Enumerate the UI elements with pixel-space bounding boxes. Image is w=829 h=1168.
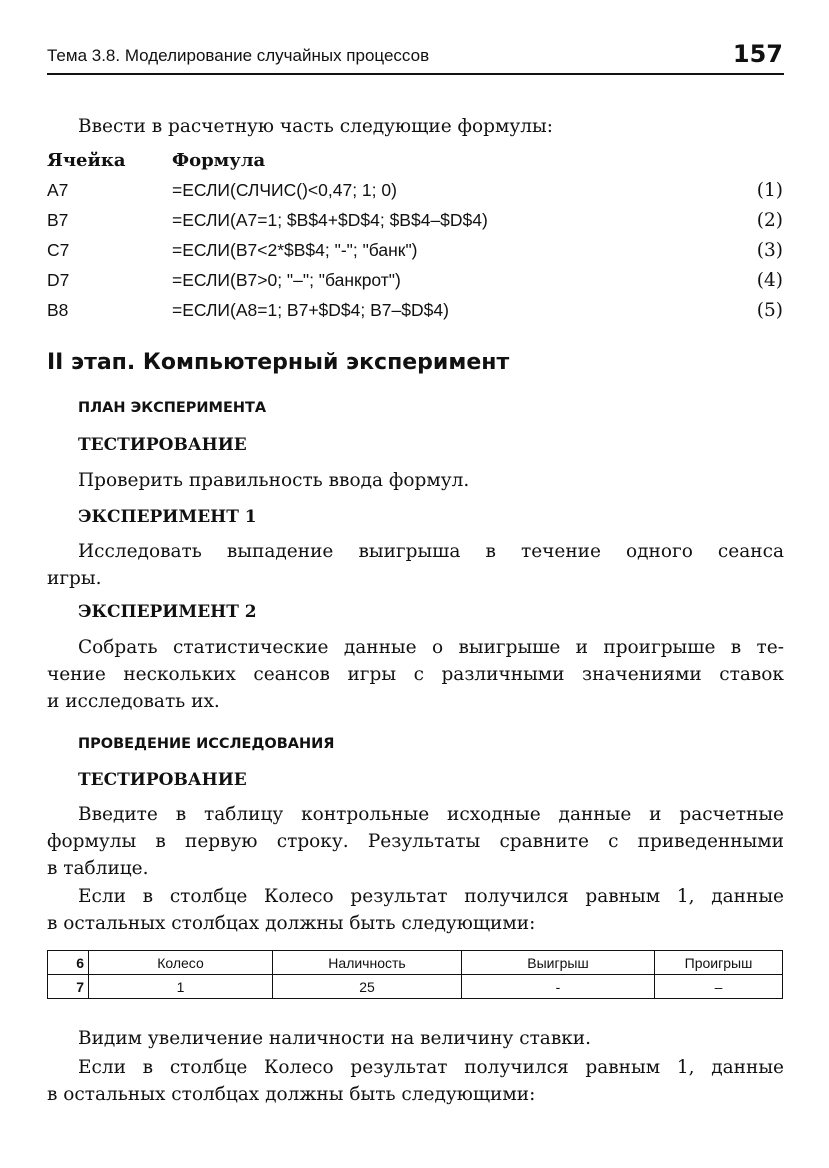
formula-cell: A7 [47,180,69,200]
formula-cell: C7 [47,240,70,260]
table-cell: – [655,975,783,999]
p4-line: в остальных столбцах должны быть следующими: [47,1084,536,1105]
sample-table [47,950,783,999]
formula-cell: B8 [47,300,69,320]
stage-title: II этап. Компьютерный эксперимент [47,350,510,375]
header-cell: Колесо [89,951,273,975]
formula-number: (1) [756,180,783,201]
header-cell: Проигрыш [655,951,783,975]
p1-line: в таблице. [47,858,149,879]
exp2-title: ЭКСПЕРИМЕНТ 2 [78,602,257,622]
col-formula-header: Формула [172,150,266,171]
formula-number: (4) [756,270,783,291]
page-number: 157 [732,40,783,68]
formula-text: =ЕСЛИ(B7<2*$B$4; "-"; "банк") [172,240,418,260]
formula-text: =ЕСЛИ(A7=1; $B$4+$D$4; $B$4–$D$4) [172,210,488,230]
conduct-title: ПРОВЕДЕНИЕ ИССЛЕДОВАНИЯ [78,736,335,752]
exp1-line: игры. [47,568,102,589]
p1-line: Введите в таблицу контрольные исходные данные и расчетные [78,804,784,825]
running-header: Тема 3.8. Моделирование случайных процессов [47,46,430,65]
table-cell: - [462,975,655,999]
header-cell: Наличность [273,951,462,975]
formula-number: (5) [756,300,783,321]
exp1-title: ЭКСПЕРИМЕНТ 1 [78,507,257,527]
formula-text: =ЕСЛИ(СЛЧИС()<0,47; 1; 0) [172,180,397,200]
formula-number: (2) [756,210,783,231]
exp2-line: и исследовать их. [47,691,220,712]
row-number: 6 [48,951,89,975]
intro-text: Ввести в расчетную часть следующие формулы: [78,116,553,137]
p2-line: в остальных столбцах должны быть следующими: [47,913,536,934]
formula-text: =ЕСЛИ(B7>0; "–"; "банкрот") [172,270,401,290]
exp2-line: чение нескольких сеансов игры с различными значениями ставок [47,664,784,685]
p2-line: Если в столбце Колесо результат получился равным 1, данные [78,886,784,907]
table-row [48,975,783,999]
formula-number: (3) [756,240,783,261]
p3-text: Видим увеличение наличности на величину ставки. [78,1028,592,1049]
table-cell: 25 [273,975,462,999]
header-cell: Выигрыш [462,951,655,975]
p1-line: формулы в первую строку. Результаты сравните с приведенными [47,831,784,852]
formula-cell: B7 [47,210,69,230]
header-rule [47,73,784,75]
exp2-line: Собрать статистические данные о выигрыше и проигрыше в те- [78,637,784,658]
p4-line: Если в столбце Колесо результат получился равным 1, данные [78,1057,784,1078]
formula-text: =ЕСЛИ(A8=1; B7+$D$4; B7–$D$4) [172,300,449,320]
testing2-title: ТЕСТИРОВАНИЕ [78,770,247,790]
col-cell-header: Ячейка [47,150,126,171]
formula-cell: D7 [47,270,70,290]
table-cell: 1 [89,975,273,999]
row-number: 7 [48,975,89,999]
testing-title: ТЕСТИРОВАНИЕ [78,435,247,455]
testing-text: Проверить правильность ввода формул. [78,470,470,491]
exp1-line: Исследовать выпадение выигрыша в течение одного сеанса [78,541,784,562]
plan-title: ПЛАН ЭКСПЕРИМЕНТА [78,400,267,416]
table-header-row [48,951,783,975]
